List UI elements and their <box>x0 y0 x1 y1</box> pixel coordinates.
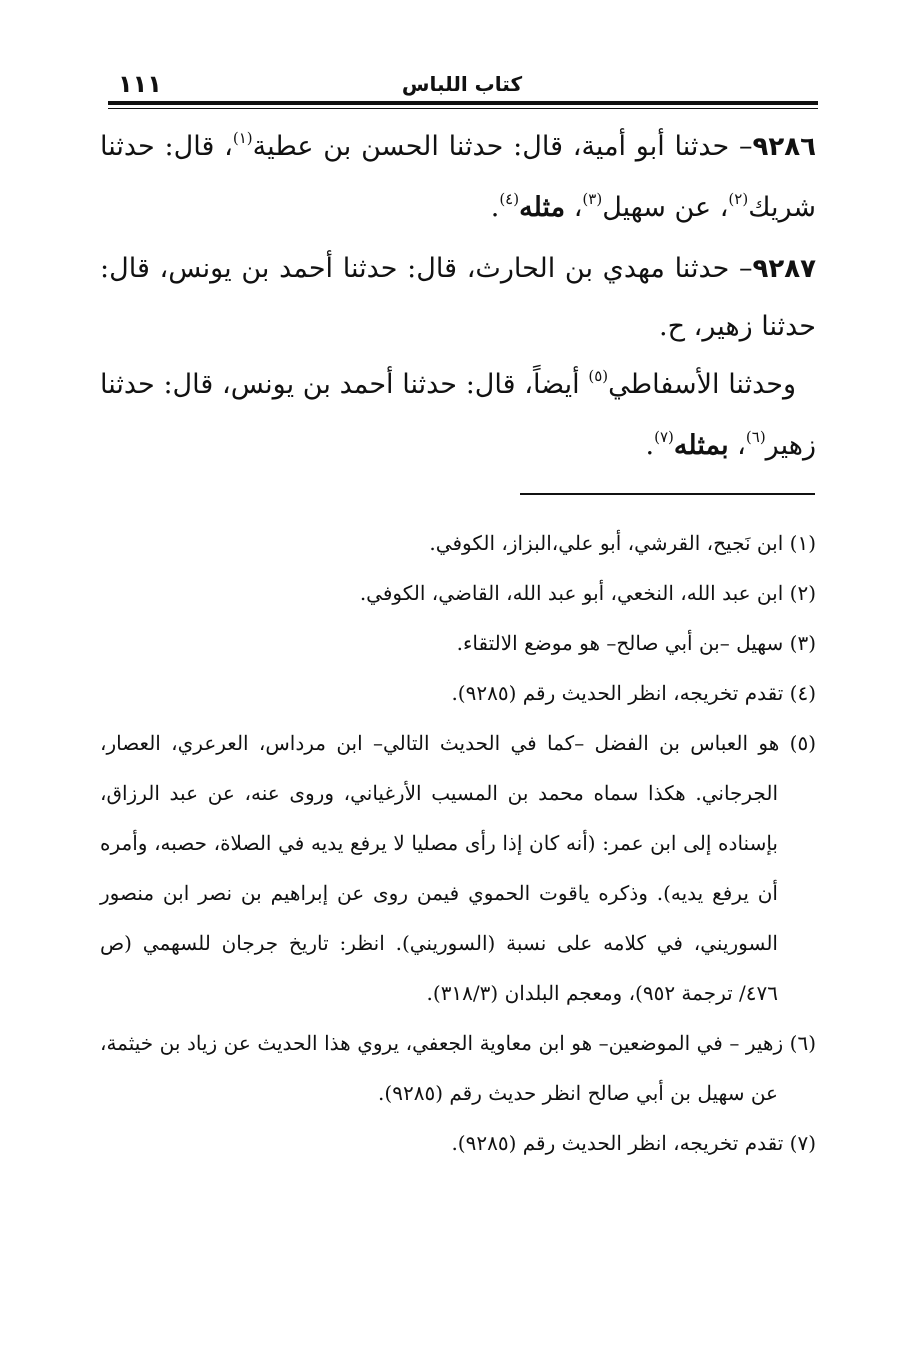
footnote-label: (١) <box>789 531 816 555</box>
footnote-7 <box>100 1118 816 1168</box>
footnote-ref: (٢) <box>728 190 749 208</box>
footnote-label: (٣) <box>789 631 816 655</box>
hadith-number: ٩٢٨٧ <box>752 254 816 284</box>
footnote-text: تقدم تخريجه، انظر الحديث رقم (٩٢٨٥). <box>451 1131 784 1155</box>
footnote-label: (٤) <box>789 681 816 705</box>
footnote-text: ابن نَجيح، القرشي، أبو علي،البزاز، الكوفي. <box>429 531 784 555</box>
bold-word: بمثله <box>673 430 729 461</box>
footnote-label: (٢) <box>789 581 816 605</box>
footnote-text: ابن عبد الله، النخعي، أبو عبد الله، القاضي، الكوفي. <box>359 581 784 605</box>
footnote-text: سهيل –بن أبي صالح– هو موضع الالتقاء. <box>456 631 784 655</box>
hadith-number: ٩٢٨٦ <box>752 132 816 162</box>
header-rule <box>108 101 818 105</box>
hadith-9286: ٩٢٨٦– حدثنا أبو أمية، قال: حدثنا الحسن بن عطية$^{(١)}$، قال: حدثنا شريك$^{(٢)}$، عن سهيل$^{(٣)}$، مثله$^{(٤)}$. <box>100 129 816 223</box>
footnote-ref: (٦) <box>745 428 766 446</box>
footnote-text: تقدم تخريجه، انظر الحديث رقم (٩٢٨٥). <box>451 681 784 705</box>
footnote-label: (٥) <box>789 731 817 755</box>
footnote-6 <box>100 1018 816 1118</box>
footnote-2 <box>100 568 816 618</box>
footnote-label: (٧) <box>789 1131 816 1155</box>
footnote-ref: (٤) <box>499 190 520 208</box>
hadith-9287: ٩٢٨٧– حدثنا مهدي بن الحارث، قال: حدثنا أحمد بن يونس، قال: حدثنا زهير، ح. <box>100 253 816 342</box>
footnote-label: (٦) <box>789 1031 816 1055</box>
footnote-ref: (٧) <box>654 428 674 446</box>
footnote-text: زهير – في الموضعين– هو ابن معاوية الجعفي، يروي هذا الحديث عن زياد بن خيثمة، عن سهيل بن أبي صالح انظر حديث رقم (٩٢٨٥). <box>100 1031 784 1105</box>
footnote-3 <box>100 618 816 668</box>
hadith-9287-continuation: وحدثنا الأسفاطي$^{(٥)}$ أيضاً، قال: حدثنا أحمد بن يونس، قال: حدثنا زهير$^{(٦)}$، بمثله$^{(٧)}$. <box>100 367 816 461</box>
footnote-ref: (١) <box>232 129 253 147</box>
page-number: ١١١ <box>118 70 162 98</box>
footnote-ref: (٥) <box>588 367 609 385</box>
main-text <box>100 118 816 478</box>
footnote-separator <box>520 493 815 495</box>
footnote-ref: (٣) <box>582 190 603 208</box>
bold-word: مثله <box>519 192 566 223</box>
footnote-4 <box>100 668 816 718</box>
footnote-5 <box>100 718 816 1018</box>
running-header <box>108 70 816 102</box>
book-title: كتاب اللباس <box>401 72 523 96</box>
header-rule-thin <box>108 108 818 109</box>
footnote-text: هو العباس بن الفضل –كما في الحديث التالي– ابن مرداس، العرعري، العصار، الجرجاني. هكذا سماه محمد بن المسيب الأرغياني، وروى عنه، عن عبد الرزاق، بإسناده إلى ابن عمر: (أنه كان إذا رأى مصليا لا يرفع يديه في الصلاة، حصبه، وأمره أن يرفع يديه). وذكره ياقوت الحموي فيمن روى عن إبراهيم بن نصر ابن منصور السوريني، في كلامه على نسبة (السوريني). انظر: تاريخ جرجان للسهمي (ص ٤٧٦/ ترجمة ٩٥٢)، ومعجم البلدان (٣١٨/٣). <box>100 731 780 1005</box>
footnote-1 <box>100 518 816 568</box>
footnotes <box>100 518 816 1168</box>
